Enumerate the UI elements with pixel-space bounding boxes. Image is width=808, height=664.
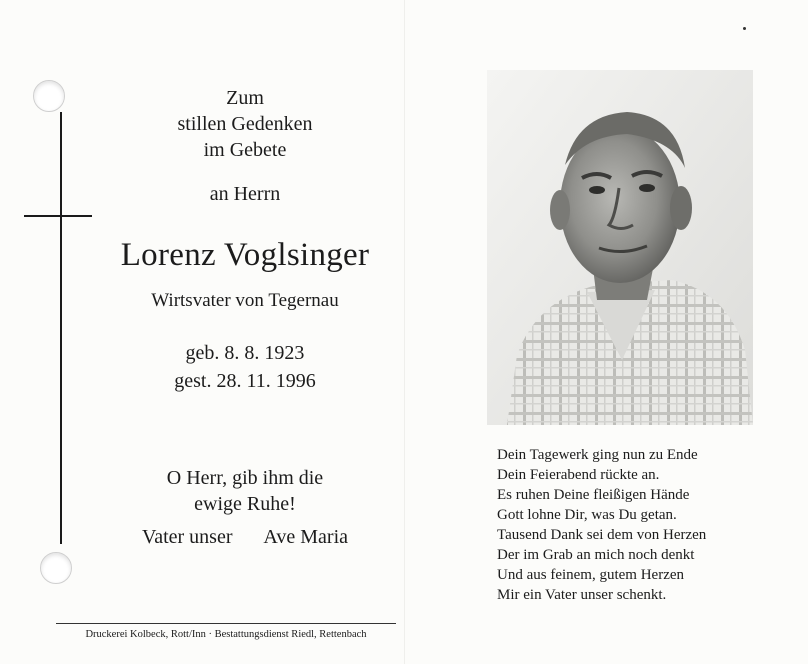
role-line: Wirtsvater von Tegernau (151, 290, 339, 311)
fold-line (404, 0, 405, 664)
heading-line: Zum (226, 87, 264, 109)
cross-bar (24, 215, 92, 217)
poem-line: Dein Feierabend rückte an. (497, 467, 660, 483)
poem-line: Tausend Dank sei dem von Herzen (497, 527, 707, 543)
prayer-line: ewige Ruhe! (194, 493, 296, 515)
birth-date: geb. 8. 8. 1923 (185, 342, 305, 364)
prayer-vater-unser: Vater unser (141, 526, 233, 548)
address-line: an Herrn (209, 183, 281, 205)
death-date: gest. 28. 11. 1996 (174, 370, 316, 392)
deceased-name: Lorenz Voglsinger (120, 237, 370, 273)
heading-line: stillen Gedenken (177, 113, 313, 135)
prayer-ave-maria: Ave Maria (263, 526, 349, 548)
poem-line: Der im Grab an mich noch denkt (497, 547, 695, 563)
named-prayers (110, 524, 380, 550)
portrait-photo (487, 70, 753, 425)
cross-icon (60, 112, 62, 544)
poem-line: Dein Tagewerk ging nun zu Ende (497, 447, 698, 463)
speck (743, 27, 746, 30)
prayer-line: O Herr, gib ihm die (166, 467, 324, 489)
poem-line: Es ruhen Deine fleißigen Hände (497, 487, 690, 503)
poem-line: Mir ein Vater unser schenkt. (497, 587, 667, 603)
footer-divider (56, 623, 396, 624)
poem-line: Gott lohne Dir, was Du getan. (497, 507, 677, 523)
punch-hole-top (33, 80, 65, 112)
punch-hole-bottom (40, 552, 72, 584)
printer-credit: Druckerei Kolbeck, Rott/Inn · Bestattungsdienst Riedl, Rettenbach (85, 629, 367, 640)
heading-line: im Gebete (203, 139, 287, 161)
heading-block (110, 85, 380, 163)
poem-line: Und aus feinem, gutem Herzen (497, 567, 685, 583)
prayer-block (110, 465, 380, 517)
memorial-poem (497, 445, 787, 605)
